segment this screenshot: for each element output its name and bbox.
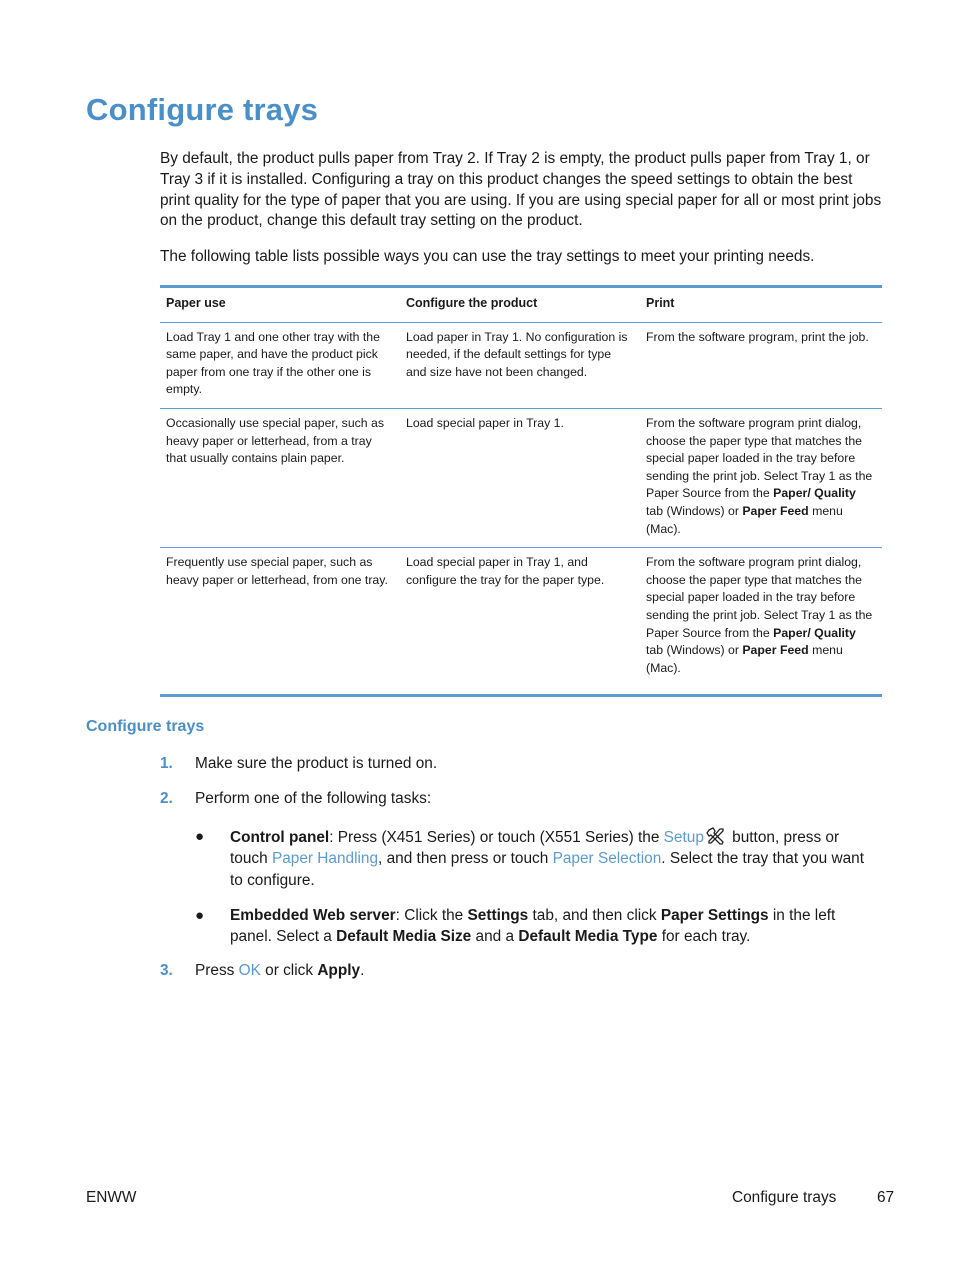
footer-enww: ENWW — [86, 1189, 137, 1206]
bullet-text — [230, 905, 880, 948]
step-text-part: or click — [260, 962, 318, 979]
intro-paragraph: By default, the product pulls paper from Tray 2. If Tray 2 is empty, the product pulls paper from Tray 1, or Tray 3 if it is installed. Configuring a tray on this product changes the speed settings to obtain the best print quality for the type of paper that you are using. If you are using special paper for all or most print jobs on the product, change this default tray setting on the product. — [160, 150, 882, 230]
table-row — [160, 322, 882, 408]
paper-quality-tab-label: Paper/ Quality — [773, 625, 856, 640]
bullet-text-part: : Click the — [395, 907, 468, 924]
step-text — [195, 961, 885, 982]
footer-section-title: Configure trays — [732, 1189, 837, 1206]
paper-feed-menu-label: Paper Feed — [742, 503, 809, 518]
bullet-dot: ● — [195, 828, 205, 845]
embedded-web-server-label: Embedded Web server — [230, 907, 396, 924]
table-row — [160, 408, 882, 547]
cell-configure: Load special paper in Tray 1. — [400, 408, 640, 547]
column-header-print: Print — [640, 287, 882, 323]
page-title: Configure trays — [86, 92, 319, 127]
setup-wrench-icon — [706, 826, 726, 846]
settings-tab-label: Settings — [467, 907, 529, 924]
bullet-text-part: : Press (X451 Series) or touch (X551 Series) the — [329, 829, 664, 846]
table-intro-paragraph: The following table lists possible ways you can use the tray settings to meet your printing needs. — [160, 248, 815, 265]
cell-paper-use: Frequently use special paper, such as heavy paper or letterhead, from one tray. — [166, 555, 388, 587]
print-text: From the software program print dialog, choose the paper type that matches the special paper loaded in the tray before sending the print job. Select Tray 1 as the Paper Source from the — [646, 555, 873, 640]
default-media-type-label: Default Media Type — [518, 928, 658, 946]
bullet-text-part: tab, and then click — [528, 907, 661, 924]
paper-settings-label: Paper Settings — [660, 907, 769, 924]
paper-selection-link[interactable]: Paper Selection — [552, 850, 662, 868]
paper-feed-menu-label: Paper Feed — [742, 643, 809, 658]
bullet-dot: ● — [195, 907, 205, 924]
print-text: From the software program print dialog, choose the paper type that matches the special paper loaded in the tray before sending the print job. Select Tray 1 as the Paper Source from the — [646, 415, 873, 501]
step-number: 3. — [160, 962, 173, 979]
bullet-text-part: button, press or touch — [230, 829, 840, 868]
step-text-part: Press — [195, 962, 239, 979]
procedure-heading: Configure trays — [86, 718, 205, 735]
step-number: 1. — [160, 755, 173, 772]
table-row — [160, 548, 882, 696]
cell-print — [640, 408, 882, 547]
step-text: Make sure the product is turned on. — [195, 755, 438, 772]
column-header-paper-use: Paper use — [160, 287, 400, 323]
bullet-text-part: , and then press or touch — [378, 850, 553, 868]
footer-page-number: 67 — [877, 1189, 895, 1206]
bullet-text-part: in the left panel. Select a — [230, 907, 836, 946]
print-text: menu (Mac). — [646, 643, 843, 675]
tray-settings-table — [160, 285, 882, 697]
cell-configure: Load paper in Tray 1. No configuration is needed, if the default settings for type and size have not been changed. — [400, 322, 640, 408]
bullet-text-part: and a — [471, 928, 519, 946]
print-text: tab (Windows) or — [646, 503, 743, 518]
step-text-part: . — [360, 962, 365, 979]
print-text: menu (Mac). — [646, 503, 843, 536]
control-panel-label: Control panel — [230, 829, 330, 846]
apply-label: Apply — [317, 962, 361, 979]
bullet-text-part: . Select the tray that you want to configure. — [230, 850, 865, 889]
column-header-configure: Configure the product — [400, 287, 640, 323]
step-number: 2. — [160, 790, 173, 807]
table-header-row — [160, 287, 882, 323]
setup-link[interactable]: Setup — [663, 829, 704, 846]
cell-print: From the software program, print the job. — [640, 322, 882, 408]
cell-paper-use: Occasionally use special paper, such as heavy paper or letterhead, from a tray that usually contains plain paper. — [160, 408, 400, 547]
print-text: tab (Windows) or — [646, 643, 743, 658]
default-media-size-label: Default Media Size — [336, 928, 472, 946]
ok-link[interactable]: OK — [238, 962, 261, 979]
cell-print — [640, 548, 882, 696]
bullet-text — [230, 826, 880, 891]
cell-configure: Load special paper in Tray 1, and configure the tray for the paper type. — [406, 555, 605, 587]
bullet-text-part: for each tray. — [657, 928, 751, 946]
step-text: Perform one of the following tasks: — [195, 790, 432, 807]
paper-handling-link[interactable]: Paper Handling — [271, 850, 379, 868]
paper-quality-tab-label: Paper/ Quality — [773, 486, 856, 501]
cell-paper-use: Load Tray 1 and one other tray with the same paper, and have the product pick paper from one tray if the other one is empty. — [160, 322, 400, 408]
